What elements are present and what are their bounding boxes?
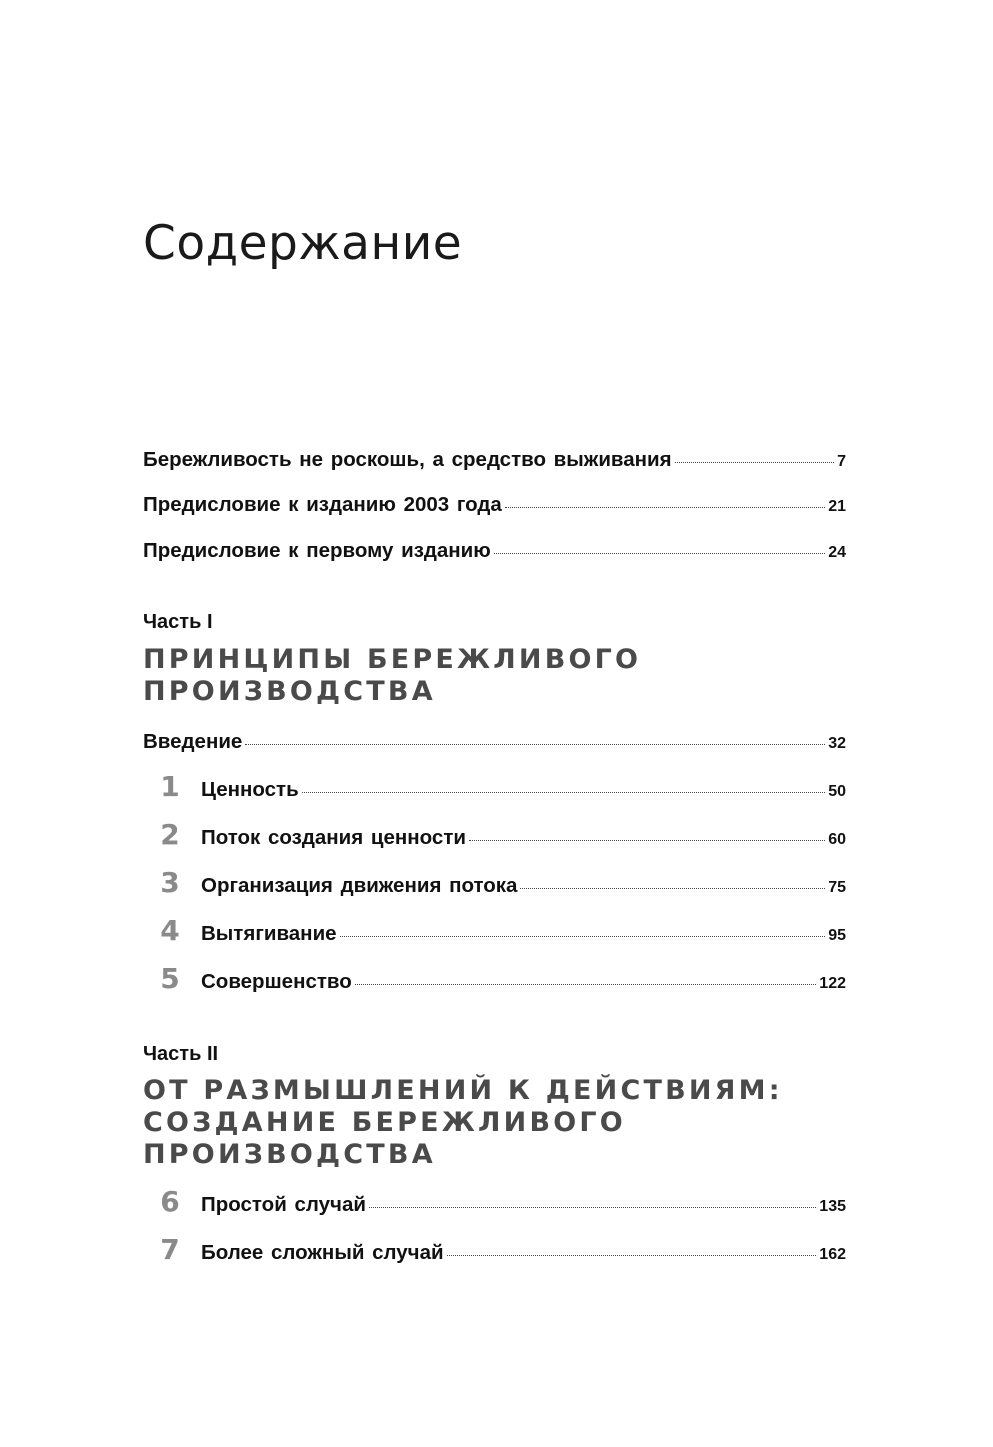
toc-entry-page: 21: [828, 498, 846, 515]
chapter-number: 6: [160, 1185, 180, 1218]
toc-entry-page: 60: [828, 831, 846, 848]
part-1-title: [143, 644, 863, 708]
toc-entry-front-1[interactable]: [143, 446, 846, 474]
toc-entry-page: 50: [828, 783, 846, 800]
toc-entry-label: Бережливость не роскошь, а средство выживания: [143, 448, 672, 471]
dot-leader: [447, 1255, 817, 1256]
dot-leader: [302, 792, 826, 793]
toc-entry-front-3[interactable]: [143, 537, 846, 565]
toc-title: Содержание: [143, 216, 463, 271]
toc-entry-page: 32: [828, 735, 846, 752]
toc-entry-chapter-4[interactable]: [201, 920, 846, 948]
toc-entry-label: Предисловие к изданию 2003 года: [143, 493, 502, 516]
part-2-label: Часть II: [143, 1043, 219, 1065]
chapter-number: 5: [160, 962, 180, 995]
part-2-title: [143, 1075, 863, 1171]
toc-entry-label: Предисловие к первому изданию: [143, 539, 491, 562]
chapter-number: 7: [160, 1233, 180, 1266]
toc-entry-label: Более сложный случай: [201, 1241, 444, 1264]
dot-leader: [520, 888, 825, 889]
toc-entry-label: Поток создания ценности: [201, 826, 466, 849]
part-title-line: ПРОИЗВОДСТВА: [143, 1139, 436, 1170]
dot-leader: [369, 1207, 816, 1208]
toc-entry-chapter-1[interactable]: [201, 776, 846, 804]
chapter-number: 4: [160, 914, 180, 947]
toc-entry-chapter-5[interactable]: [201, 968, 846, 996]
toc-entry-page: 95: [828, 927, 846, 944]
dot-leader: [675, 462, 834, 463]
toc-entry-label: Вытягивание: [201, 922, 337, 945]
dot-leader: [355, 984, 817, 985]
dot-leader: [469, 840, 825, 841]
toc-entry-page: 162: [819, 1246, 846, 1263]
dot-leader: [505, 507, 825, 508]
toc-entry-label: Введение: [143, 730, 243, 753]
toc-entry-page: 135: [819, 1198, 846, 1215]
toc-entry-chapter-3[interactable]: [201, 872, 846, 900]
part-1-label: Часть I: [143, 611, 213, 633]
toc-entry-front-2[interactable]: [143, 491, 846, 519]
toc-entry-chapter-7[interactable]: [201, 1239, 846, 1267]
toc-entry-page: 75: [828, 879, 846, 896]
toc-entry-label: Совершенство: [201, 970, 352, 993]
chapter-number: 2: [160, 818, 180, 851]
chapter-number: 3: [160, 866, 180, 899]
toc-entry-page: 24: [828, 544, 846, 561]
toc-entry-page: 7: [837, 453, 846, 470]
toc-entry-label: Организация движения потока: [201, 874, 518, 897]
part-title-line: ОТ РАЗМЫШЛЕНИЙ К ДЕЙСТВИЯМ:: [143, 1075, 783, 1106]
dot-leader: [494, 553, 825, 554]
toc-entry-chapter-6[interactable]: [201, 1191, 846, 1219]
toc-entry-intro[interactable]: [143, 728, 846, 756]
dot-leader: [245, 744, 825, 745]
toc-entry-label: Простой случай: [201, 1193, 366, 1216]
part-title-line: ПРОИЗВОДСТВА: [143, 676, 436, 707]
toc-entry-label: Ценность: [201, 778, 299, 801]
part-title-line: ПРИНЦИПЫ БЕРЕЖЛИВОГО: [143, 644, 642, 675]
toc-entry-page: 122: [819, 975, 846, 992]
dot-leader: [340, 936, 826, 937]
toc-entry-chapter-2[interactable]: [201, 824, 846, 852]
part-title-line: СОЗДАНИЕ БЕРЕЖЛИВОГО: [143, 1107, 626, 1138]
chapter-number: 1: [160, 770, 180, 803]
